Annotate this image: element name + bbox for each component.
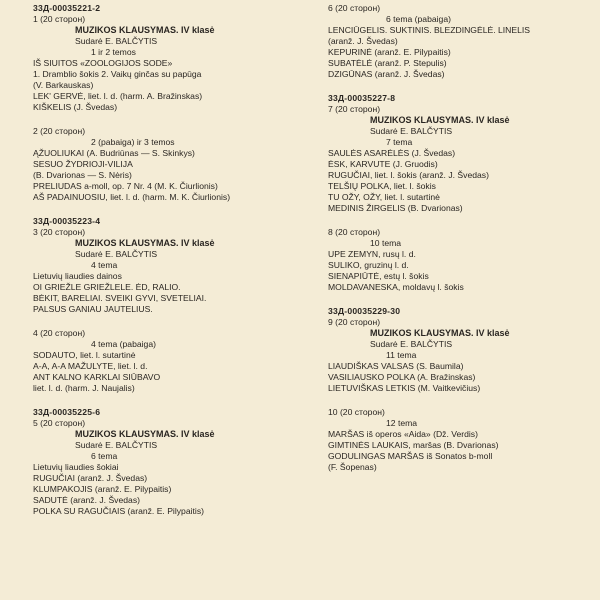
section-spacer <box>328 80 593 93</box>
track-line: 1 (20 сторон) <box>33 14 86 24</box>
track-line: A-A, A-A MAŽULYTE, liet. l. d. <box>33 361 148 371</box>
theme-label: 4 tema <box>91 260 118 270</box>
track-line: liet. l. d. (harm. J. Naujalis) <box>33 383 135 393</box>
compiler-line: Sudarė E. BALČYTIS <box>370 126 453 136</box>
track-line: (F. Šopenas) <box>328 462 377 472</box>
track-line: IŠ SIUITOS «ZOOLOGIJOS SODE» <box>33 58 173 68</box>
theme-label: 6 tema (pabaiga) <box>386 14 451 24</box>
track-line: GIMTINĖS LAUKAIS, maršas (B. Dvarionas) <box>328 440 499 450</box>
track-line: 5 (20 сторон) <box>33 418 86 428</box>
section-spacer <box>33 113 308 126</box>
section-spacer <box>328 293 593 306</box>
track-line: 8 (20 сторон) <box>328 227 381 237</box>
track-line: GODULINGAS MARŠAS iš Sonatos b-moll <box>328 451 493 461</box>
track-line: AŠ PADAINUOSIU, liet. l. d. (harm. M. K. Čiurlionis) <box>33 192 231 202</box>
section-spacer <box>33 394 308 407</box>
track-line: (V. Barkauskas) <box>33 80 94 90</box>
track-line: MEDINIS ŽIRGELIS (B. Dvarionas) <box>328 203 463 213</box>
track-line: LEK' GERVĖ, liet. l. d. (harm. A. Bražinskas) <box>33 91 203 101</box>
track-line: LENCIŪGELIS. SUKTINIS. BLEZDINGĖLĖ. LINELIS <box>328 25 531 35</box>
track-line: DZIGŪNAS (aranž. J. Švedas) <box>328 69 445 79</box>
track-line: SESUO ŽYDRIOJI-VILIJA <box>33 159 133 169</box>
track-line: RUGUČIAI (aranž. J. Švedas) <box>33 473 148 483</box>
section-spacer <box>328 394 593 407</box>
track-line: 6 (20 сторон) <box>328 3 381 13</box>
track-line: 9 (20 сторон) <box>328 317 381 327</box>
track-line: (B. Dvarionas — S. Nėris) <box>33 170 132 180</box>
track-line: LIAUDIŠKAS VALSAS (S. Baumila) <box>328 361 464 371</box>
track-line: SODAUTO, liet. l. sutartinė <box>33 350 136 360</box>
theme-label: 4 tema (pabaiga) <box>91 339 156 349</box>
track-line: OI GRIEŽLE GRIEŽLELE. ĖD, RALIO. <box>33 282 181 292</box>
track-line: ĄŽUOLIUKAI (A. Budriūnas — S. Skinkys) <box>33 148 195 158</box>
record-heading: MUZIKOS KLAUSYMAS. IV klasė <box>75 238 215 248</box>
track-line: SAULĖS ASARĖLĖS (J. Švedas) <box>328 148 456 158</box>
record-heading: MUZIKOS KLAUSYMAS. IV klasė <box>75 429 215 439</box>
track-line: 3 (20 сторон) <box>33 227 86 237</box>
track-line: SADUTĖ (aranž. J. Švedas) <box>33 495 140 505</box>
theme-label: 10 tema <box>370 238 402 248</box>
theme-label: 11 tema <box>386 350 417 360</box>
track-line: BĖKIT, BARELIAI. SVEIKI GYVI, SVETELIAI. <box>33 293 207 303</box>
track-line: ANT KALNO KARKLAI SIŪBAVO <box>33 372 161 382</box>
compiler-line: Sudarė E. BALČYTIS <box>75 36 158 46</box>
track-line: 10 (20 сторон) <box>328 407 385 417</box>
track-line: PALSUS GANIAU JAUTELIUS. <box>33 304 153 314</box>
track-line: RUGUČIAI, liet. l. šokis (aranž. J. Švedas) <box>328 170 489 180</box>
compiler-line: Sudarė E. BALČYTIS <box>75 249 158 259</box>
left-column <box>33 3 308 517</box>
track-line: SIENAPIŪTĖ, estų l. šokis <box>328 271 429 281</box>
track-line: (aranž. J. Švedas) <box>328 36 398 46</box>
track-line: KEPURINĖ (aranž. E. Pilypaitis) <box>328 47 451 57</box>
track-line: KIŠKELIS (J. Švedas) <box>33 102 118 112</box>
track-line: PRELIUDAS a-moll, op. 7 Nr. 4 (M. K. Čiurlionis) <box>33 181 218 191</box>
theme-label: 1 ir 2 temos <box>91 47 136 57</box>
track-line: KLUMPAKOJIS (aranž. E. Pilypaitis) <box>33 484 172 494</box>
track-line: LIETUVIŠKAS LETKIS (M. Vaitkevičius) <box>328 383 481 393</box>
track-line: POLKA SU RAGUČIAIS (aranž. E. Pilypaitis) <box>33 506 204 516</box>
theme-label: 2 (pabaiga) ir 3 temos <box>91 137 175 147</box>
record-heading: MUZIKOS KLAUSYMAS. IV klasė <box>370 328 510 338</box>
track-line: ĖSK, KARVUTE (J. Gruodis) <box>328 159 438 169</box>
track-line: SULIKO, gruzinų l. d. <box>328 260 409 270</box>
section-spacer <box>33 203 308 216</box>
section-spacer <box>33 315 308 328</box>
catalog-code: 33Д-00035229-30 <box>328 306 401 316</box>
theme-label: 12 tema <box>386 418 418 428</box>
track-line: MARŠAS iš operos «Aida» (Dž. Verdis) <box>328 429 478 439</box>
track-line: UPE ZEMYN, rusų l. d. <box>328 249 416 259</box>
track-line: 1. Dramblio šokis 2. Vaikų ginčas su papūga <box>33 69 202 79</box>
track-line: TELŠIŲ POLKA, liet. l. šokis <box>328 181 436 191</box>
compiler-line: Sudarė E. BALČYTIS <box>370 339 453 349</box>
right-column <box>328 3 593 473</box>
track-line: TU OŽY, OŽY, liet. l. sutartinė <box>328 192 440 202</box>
theme-label: 6 tema <box>91 451 118 461</box>
catalog-code: 33Д-00035223-4 <box>33 216 101 226</box>
track-line: Lietuvių liaudies dainos <box>33 271 122 281</box>
track-line: 7 (20 сторон) <box>328 104 381 114</box>
record-heading: MUZIKOS KLAUSYMAS. IV klasė <box>370 115 510 125</box>
record-heading: MUZIKOS KLAUSYMAS. IV klasė <box>75 25 215 35</box>
catalog-code: 33Д-00035227-8 <box>328 93 396 103</box>
theme-label: 7 tema <box>386 137 413 147</box>
track-line: SUBATĖLĖ (aranž. P. Stepulis) <box>328 58 447 68</box>
track-line: MOLDAVANESKA, moldavų l. šokis <box>328 282 464 292</box>
track-line: Lietuvių liaudies šokiai <box>33 462 119 472</box>
track-line: 4 (20 сторон) <box>33 328 86 338</box>
track-line: VASILIAUSKO POLKA (A. Bražinskas) <box>328 372 476 382</box>
catalog-code: 33Д-00035221-2 <box>33 3 101 13</box>
compiler-line: Sudarė E. BALČYTIS <box>75 440 158 450</box>
section-spacer <box>328 214 593 227</box>
catalog-code: 33Д-00035225-6 <box>33 407 101 417</box>
track-line: 2 (20 сторон) <box>33 126 86 136</box>
